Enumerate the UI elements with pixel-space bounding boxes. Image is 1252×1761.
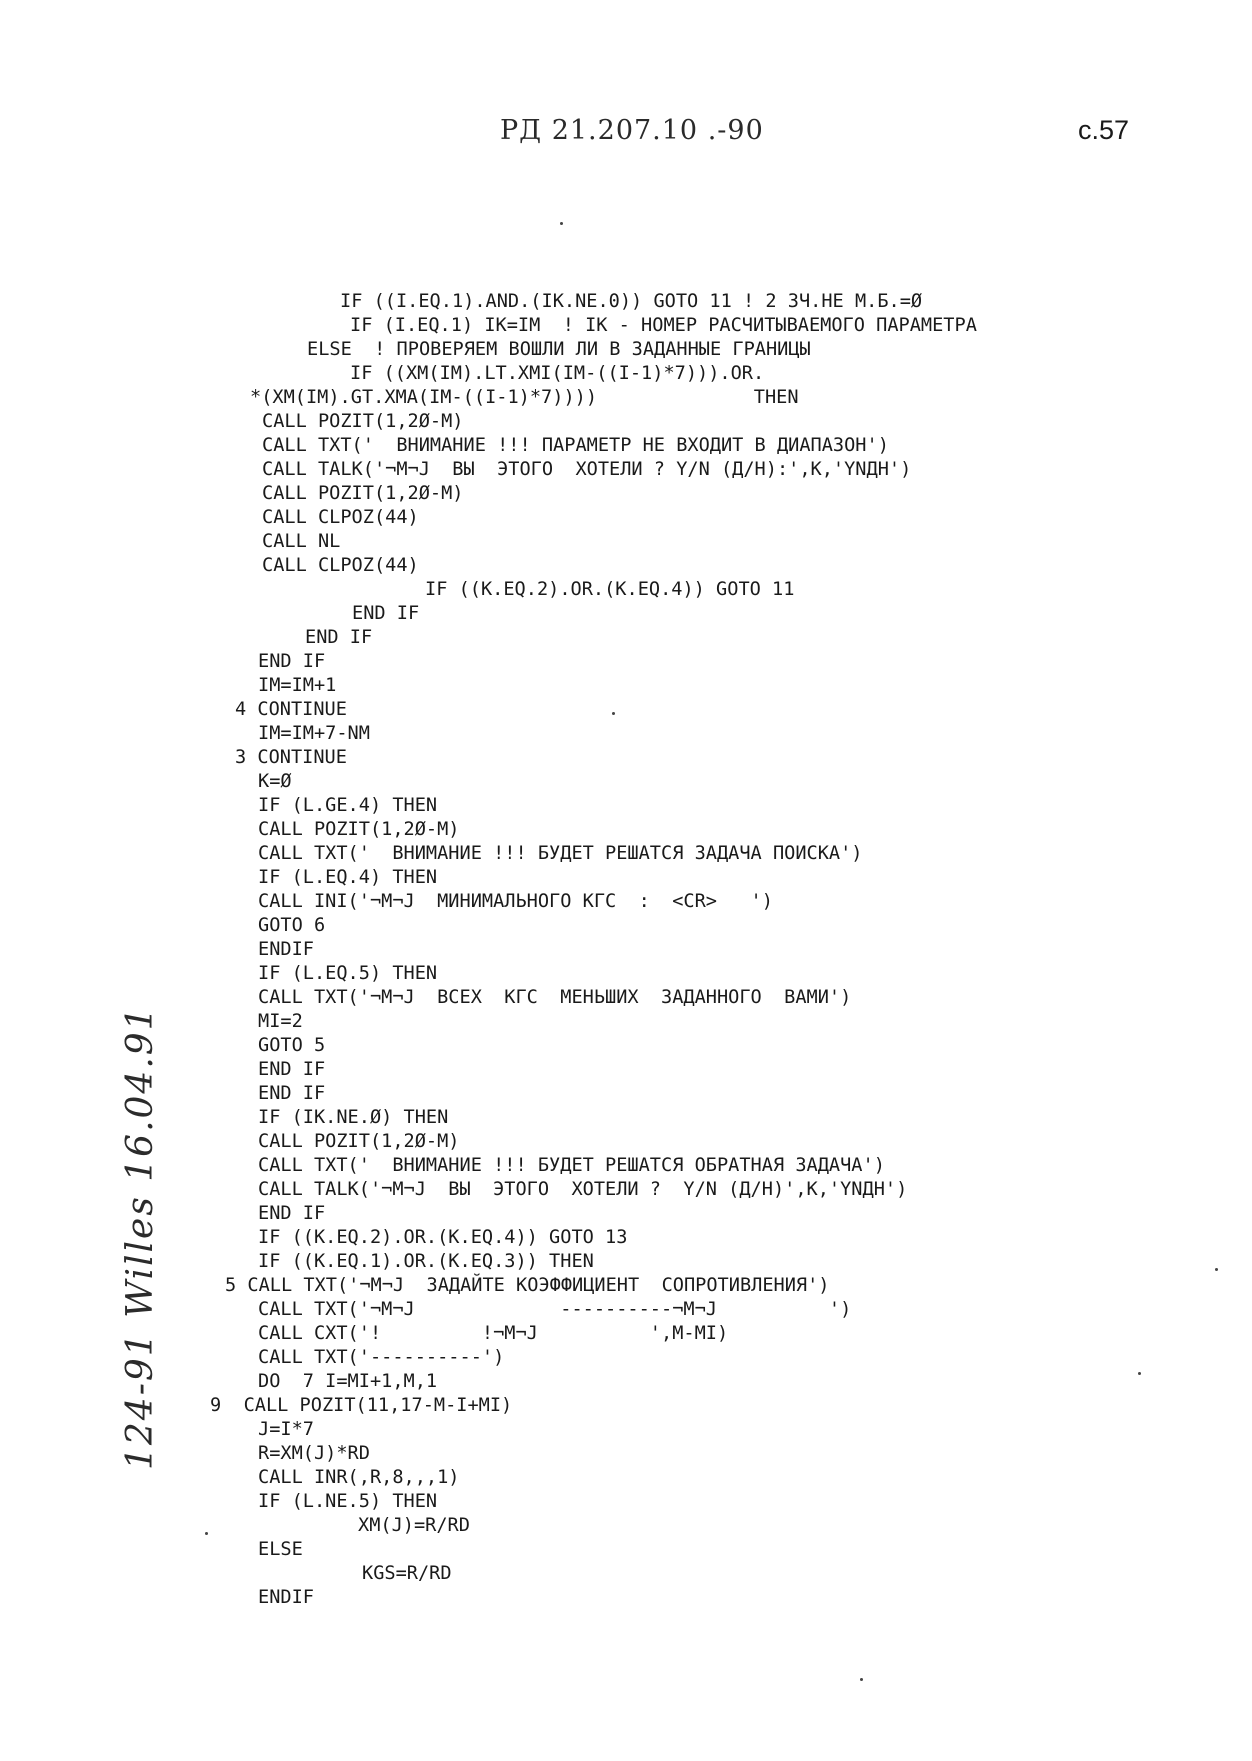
code-line: 3 CONTINUE [235, 747, 347, 768]
scan-speck [1215, 1268, 1218, 1271]
code-line: ENDIF [258, 939, 314, 960]
code-line: CALL POZIT(1,2Ø-M) [258, 819, 460, 840]
code-line: IF ((K.EQ.2).OR.(K.EQ.4)) GOTO 13 [258, 1227, 628, 1248]
code-line: END IF [258, 651, 326, 672]
code-line: IF ((XM(IM).LT.XMI(IM-((I-1)*7))).OR. [350, 363, 765, 384]
code-line: IF (I.EQ.1) IK=IM ! IK - НОМЕР РАСЧИТЫВАЕМОГО ПАРАМЕТРА [350, 315, 977, 336]
scan-speck [560, 222, 563, 225]
code-line: CALL CLPOZ(44) [262, 507, 419, 528]
code-line: CALL TALK('¬M¬J ВЫ ЭТОГО ХОТЕЛИ ? Y/N (Д/Н)',K,'YNДН') [258, 1179, 908, 1200]
code-line: END IF [305, 627, 373, 648]
code-line: CALL CXT('! !¬M¬J ',M-MI) [258, 1323, 729, 1344]
page-number: с.57 [1078, 115, 1130, 145]
code-line: R=XM(J)*RD [258, 1443, 370, 1464]
code-line: IM=IM+7-NM [258, 723, 370, 744]
code-line: CALL POZIT(1,2Ø-M) [262, 411, 464, 432]
code-line: IF (L.EQ.5) THEN [258, 963, 438, 984]
code-line: K=Ø [258, 771, 292, 792]
code-line: *(XM(IM).GT.XMA(IM-((I-1)*7)))) THEN [250, 387, 799, 408]
code-line: IF (L.EQ.4) THEN [258, 867, 438, 888]
code-line: CALL CLPOZ(44) [262, 555, 419, 576]
scan-speck [612, 712, 615, 715]
code-line: IF ((K.EQ.2).OR.(K.EQ.4)) GOTO 11 [425, 579, 795, 600]
code-line: DO 7 I=MI+1,M,1 [258, 1371, 438, 1392]
code-line: ELSE [258, 1539, 303, 1560]
code-line: ENDIF [258, 1587, 314, 1608]
code-line: END IF [258, 1203, 326, 1224]
code-line: CALL TXT(' ВНИМАНИЕ !!! ПАРАМЕТР НЕ ВХОДИТ В ДИАПАЗОН') [262, 435, 889, 456]
code-line: 4 CONTINUE [235, 699, 347, 720]
code-line: CALL TALK('¬M¬J ВЫ ЭТОГО ХОТЕЛИ ? Y/N (Д/Н):',K,'YNДН') [262, 459, 912, 480]
code-line: CALL TXT(' ВНИМАНИЕ !!! БУДЕТ РЕШАТСЯ ЗАДАЧА ПОИСКА') [258, 843, 863, 864]
code-line: CALL INR(,R,8,,,1) [258, 1467, 460, 1488]
code-line: CALL NL [262, 531, 341, 552]
document-code: РД 21.207.10 .-90 [500, 115, 764, 146]
code-line: KGS=R/RD [362, 1563, 452, 1584]
code-line: IM=IM+1 [258, 675, 337, 696]
code-line: J=I*7 [258, 1419, 314, 1440]
code-line: CALL POZIT(1,2Ø-M) [258, 1131, 460, 1152]
code-line: XM(J)=R/RD [358, 1515, 470, 1536]
code-line: CALL POZIT(1,2Ø-M) [262, 483, 464, 504]
code-line: END IF [258, 1059, 326, 1080]
handwritten-margin-note: 124-91 Willes 16.04.91 [120, 1005, 161, 1470]
code-line: IF ((I.EQ.1).AND.(IK.NE.0)) GOTO 11 ! 2 ЗЧ.НЕ М.Б.=Ø [340, 291, 923, 312]
code-line: IF (L.GE.4) THEN [258, 795, 438, 816]
scan-speck [205, 1532, 208, 1535]
code-line: 9 CALL POZIT(11,17-M-I+MI) [210, 1395, 513, 1416]
code-line: IF ((K.EQ.1).OR.(K.EQ.3)) THEN [258, 1251, 594, 1272]
code-line: IF (L.NE.5) THEN [258, 1491, 438, 1512]
code-line: IF (IK.NE.Ø) THEN [258, 1107, 449, 1128]
code-line: GOTO 5 [258, 1035, 326, 1056]
code-line: END IF [258, 1083, 326, 1104]
code-line: 5 CALL TXT('¬M¬J ЗАДАЙТЕ КОЭФФИЦИЕНТ СОПРОТИВЛЕНИЯ') [225, 1275, 830, 1296]
code-line: CALL TXT('¬M¬J ----------¬M¬J ') [258, 1299, 852, 1320]
code-line: CALL TXT('----------') [258, 1347, 505, 1368]
page-header [0, 115, 1252, 155]
code-line: MI=2 [258, 1011, 303, 1032]
code-line: ELSE ! ПРОВЕРЯЕМ ВОШЛИ ЛИ В ЗАДАННЫЕ ГРАНИЦЫ [307, 339, 811, 360]
scan-speck [1138, 1372, 1141, 1375]
code-line: CALL TXT(' ВНИМАНИЕ !!! БУДЕТ РЕШАТСЯ ОБРАТНАЯ ЗАДАЧА') [258, 1155, 885, 1176]
code-line: CALL INI('¬M¬J МИНИМАЛЬНОГО КГС : <CR> ') [258, 891, 773, 912]
code-line: CALL TXT('¬M¬J ВСЕХ КГС МЕНЬШИХ ЗАДАННОГО ВАМИ') [258, 987, 852, 1008]
code-line: GOTO 6 [258, 915, 326, 936]
scan-speck [860, 1678, 863, 1681]
code-line: END IF [352, 603, 420, 624]
